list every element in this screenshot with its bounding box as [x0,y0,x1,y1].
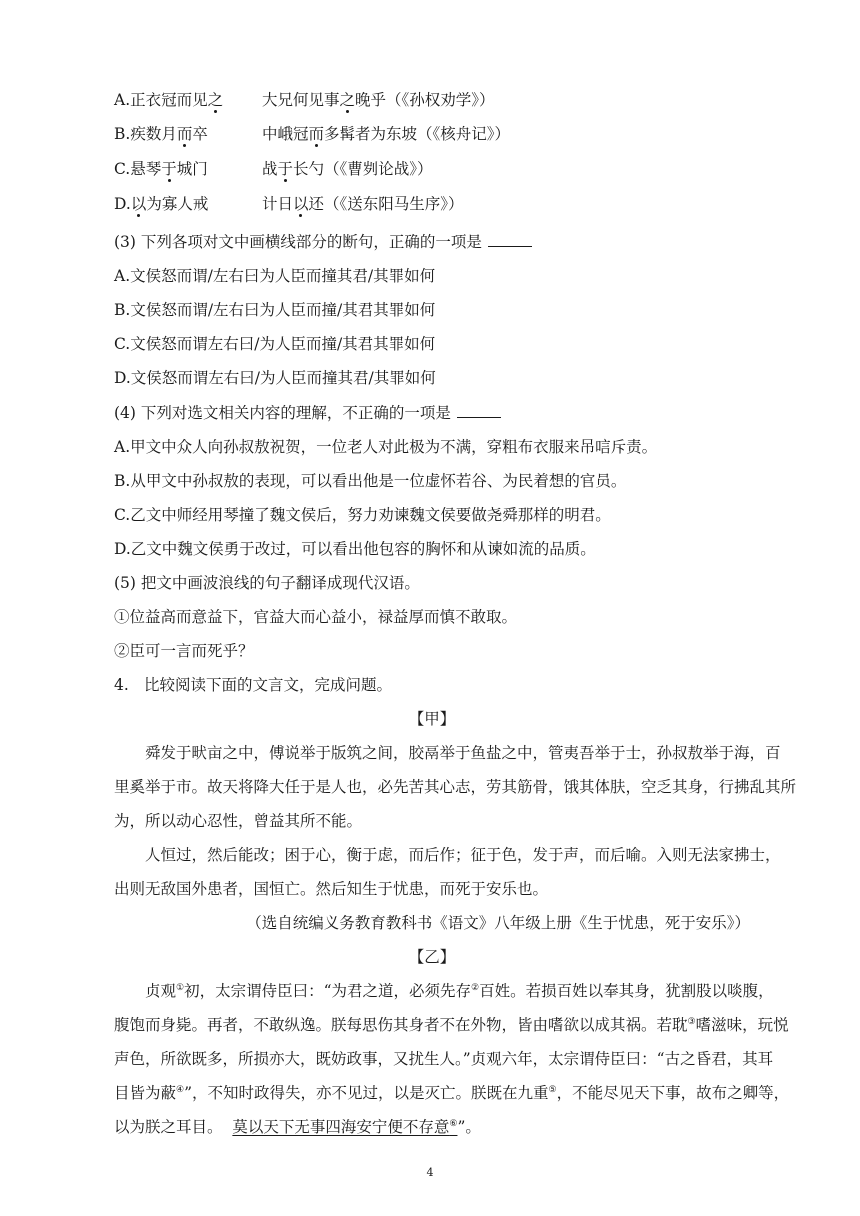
page-number: 4 [426,1166,434,1179]
passage-jia-line: 舜发于畎亩之中，傅说举于版筑之间，胶鬲举于鱼盐之中，管夷吾举于士，孙叔敖举于海，百 [145,744,781,762]
q3-stem: (3) 下列各项对文中画横线部分的断句，正确的一项是 [114,231,750,253]
passage-yi-line: 以为朕之耳目。 莫以天下无事四海安宁便不存意⑥”。 [114,1118,481,1136]
question-4-heading: 4. 比较阅读下面的文言文，完成问题。 [114,676,393,694]
passage-jia-line: 为，所以动心忍性，曾益其所不能。 [114,812,363,830]
passage-jia-line: 出则无敌国外患者，国恒亡。然后知生于忧患，而死于安乐也。 [114,880,549,898]
passage-yi-line: 目皆为蔽④”，不知时政得失，亦不见过，以是灭亡。朕既在九重⑤，不能尽见天下事，故布之卿等， [114,1084,790,1102]
passage-jia-source: （选自统编义务教育教科书《语文》八年级上册《生于忧患，死于安乐》） [246,914,750,932]
passage-yi-line: 腹饱而身毙。再者，不敢纵逸。朕每思伤其身者不在外物，皆由嗜欲以成其祸。若耽③嗜滋味，玩悦 [114,1016,789,1034]
q2-option-d: D.以为寡人戒 计日以还（《送东阳马生序》） [114,195,464,213]
q4-option-b: B.从甲文中孙叔敖的表现，可以看出他是一位虚怀若谷、为民着想的官员。 [114,472,627,490]
answer-blank [488,232,532,247]
q4-option-c: C.乙文中师经用琴撞了魏文侯后，努力劝谏魏文侯要做尧舜那样的明君。 [114,506,611,524]
q3-option-b: B.文侯怒而谓/左右曰为人臣而撞/其君其罪如何 [114,301,436,319]
q2-option-a: A.正衣冠而见之 大兄何见事之晚乎（《孙权劝学》） [114,91,495,109]
q3-option-c: C.文侯怒而谓左右曰/为人臣而撞/其君其罪如何 [114,335,436,353]
passage-jia-line: 里奚举于市。故天将降大任于是人也，必先苦其心志，劳其筋骨，饿其体肤，空乏其身，行拂乱其所 [114,778,797,796]
q4-option-d: D.乙文中魏文侯勇于改过，可以看出他包容的胸怀和从谏如流的品质。 [114,540,596,558]
q5-item-2: ②臣可一言而死乎？ [114,642,254,660]
passage-yi-line: 声色，所欲既多，所损亦大，既妨政事，又扰生人。”贞观六年，太宗谓侍臣曰：“古之昏君，其耳 [114,1050,774,1068]
q2-option-c: C.悬琴于城门 战于长勺（《曹刿论战》） [114,160,433,178]
answer-blank [457,403,501,418]
q4-stem: (4) 下列对选文相关内容的理解，不正确的一项是 [114,402,750,424]
passage-jia-title: 【甲】 [408,710,456,728]
q3-option-d: D.文侯怒而谓左右曰/为人臣而撞其君/其罪如何 [114,369,436,387]
passage-yi-title: 【乙】 [408,948,456,966]
q4-option-a: A.甲文中众人向孙叔敖祝贺，一位老人对此极为不满，穿粗布衣服来吊唁斥责。 [114,438,658,456]
q5-stem: (5) 把文中画波浪线的句子翻译成现代汉语。 [114,574,420,592]
passage-jia-line: 人恒过，然后能改；困于心，衡于虑，而后作；征于色，发于声，而后喻。入则无法家拂士， [145,846,781,864]
passage-yi-line: 贞观①初，太宗谓侍臣曰：“为君之道，必须先存②百姓。若损百姓以奉其身，犹割股以啖腹， [145,982,774,1000]
q2-option-b: B.疾数月而卒 中峨冠而多髯者为东坡（《核舟记》） [114,125,511,143]
underlined-sentence: 莫以天下无事四海安宁便不存意⑥ [232,1118,458,1136]
q3-option-a: A.文侯怒而谓/左右曰为人臣而撞其君/其罪如何 [114,267,436,285]
q5-item-1: ①位益高而意益下，官益大而心益小，禄益厚而慎不敢取。 [114,608,518,626]
